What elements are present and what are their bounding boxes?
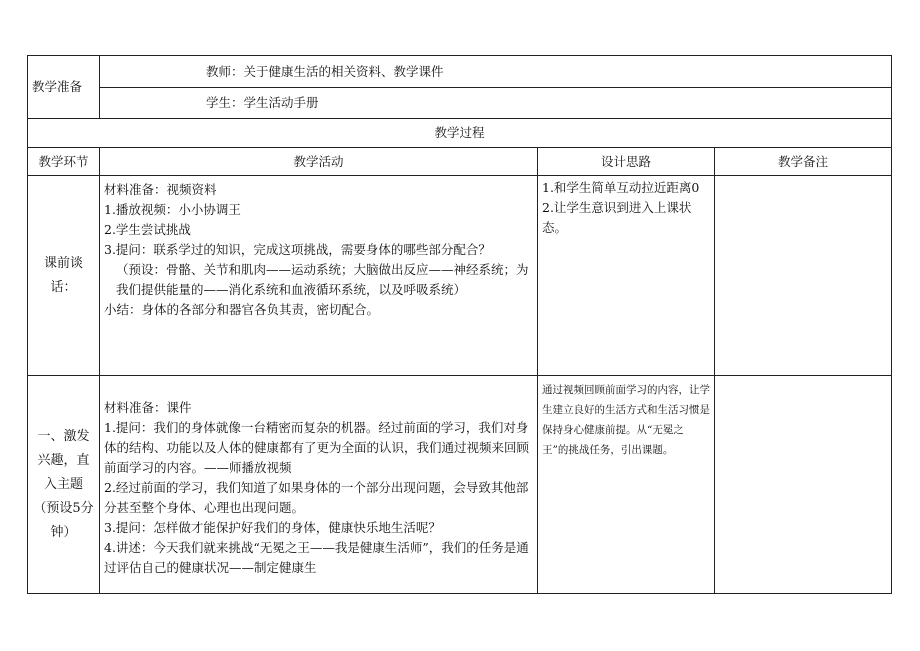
prep-student-text: 学生：学生活动手册 bbox=[206, 95, 319, 110]
header-design-text: 设计思路 bbox=[600, 153, 651, 169]
process-title-cell bbox=[28, 119, 892, 148]
prep-label: 教学准备 bbox=[32, 79, 83, 94]
row2-activity-line: 1.提问：我们的身体就像一台精密而复杂的机器。经过前面的学习，我们对身体的结构、功能以及人体的健康都有了更为全面的认识，我们通过视频来回顾前面学习的内容。——师播放视频 bbox=[104, 420, 530, 475]
row2-activity-line: 4.讲述：今天我们就来挑战“无冕之王——我是健康生活师”，我们的任务是通过评估自己的健康状况——制定健康生 bbox=[104, 540, 529, 575]
lesson-plan-table bbox=[27, 55, 892, 594]
row2-activity-line: 2.经过前面的学习，我们知道了如果身体的一个部分出现问题，会导致其他部分甚至整个身体、心理也出现问题。 bbox=[104, 480, 529, 515]
prep-teacher-text: 教师：关于健康生活的相关资料、教学课件 bbox=[206, 63, 444, 79]
row1-stage-text: 课前谈话： bbox=[43, 255, 83, 295]
header-design bbox=[538, 148, 715, 176]
row2-activity bbox=[100, 376, 538, 594]
row2-design-text: 通过视频回顾前面学习的内容，让学生建立良好的生活方式和生活习惯是保持身心健康前提。从“无冕之王”的挑战任务，引出课题。 bbox=[542, 384, 710, 456]
header-notes-text: 教学备注 bbox=[777, 153, 828, 169]
row1-activity-line: 材料准备：视频资料 bbox=[104, 182, 217, 197]
header-notes bbox=[715, 148, 892, 176]
row1-activity-line: 2.学生尝试挑战 bbox=[104, 222, 191, 237]
row2-stage bbox=[28, 376, 100, 594]
prep-teacher-cell bbox=[100, 56, 892, 88]
header-stage-text: 教学环节 bbox=[38, 153, 89, 169]
row1-activity bbox=[100, 176, 538, 376]
row2-activity-line: 材料准备：课件 bbox=[104, 400, 192, 415]
prep-label-cell bbox=[28, 56, 100, 119]
header-activity bbox=[100, 148, 538, 176]
row1-activity-line: 1.播放视频：小小协调王 bbox=[104, 202, 241, 217]
row1-design-line: 1.和学生简单互动拉近距离0 bbox=[542, 180, 700, 195]
row2-design bbox=[538, 376, 715, 594]
row2-stage-text: 一、激发兴趣，直入主题（预设5分钟） bbox=[33, 428, 94, 540]
header-activity-text: 教学活动 bbox=[293, 153, 344, 169]
row2-activity-line: 3.提问：怎样做才能保护好我们的身体，健康快乐地生活呢？ bbox=[104, 520, 441, 535]
row1-activity-line: 小结：身体的各部分和器官各负其责，密切配合。 bbox=[104, 302, 380, 317]
row1-stage bbox=[28, 176, 100, 376]
row2-notes bbox=[715, 376, 892, 594]
row1-design-line: 2.让学生意识到进入上课状态。 bbox=[542, 200, 692, 235]
row1-activity-line: 3.提问：联系学过的知识，完成这项挑战，需要身体的哪些部分配合？ bbox=[104, 242, 491, 257]
process-title: 教学过程 bbox=[434, 125, 485, 140]
header-stage bbox=[28, 148, 100, 176]
row1-activity-line: （预设：骨骼、关节和肌肉——运动系统；大脑做出反应——神经系统；为我们提供能量的——消化系统和血液循环系统，以及呼吸系统） bbox=[116, 262, 529, 297]
row1-notes bbox=[715, 176, 892, 376]
row1-design bbox=[538, 176, 715, 376]
prep-student-cell bbox=[100, 88, 892, 119]
